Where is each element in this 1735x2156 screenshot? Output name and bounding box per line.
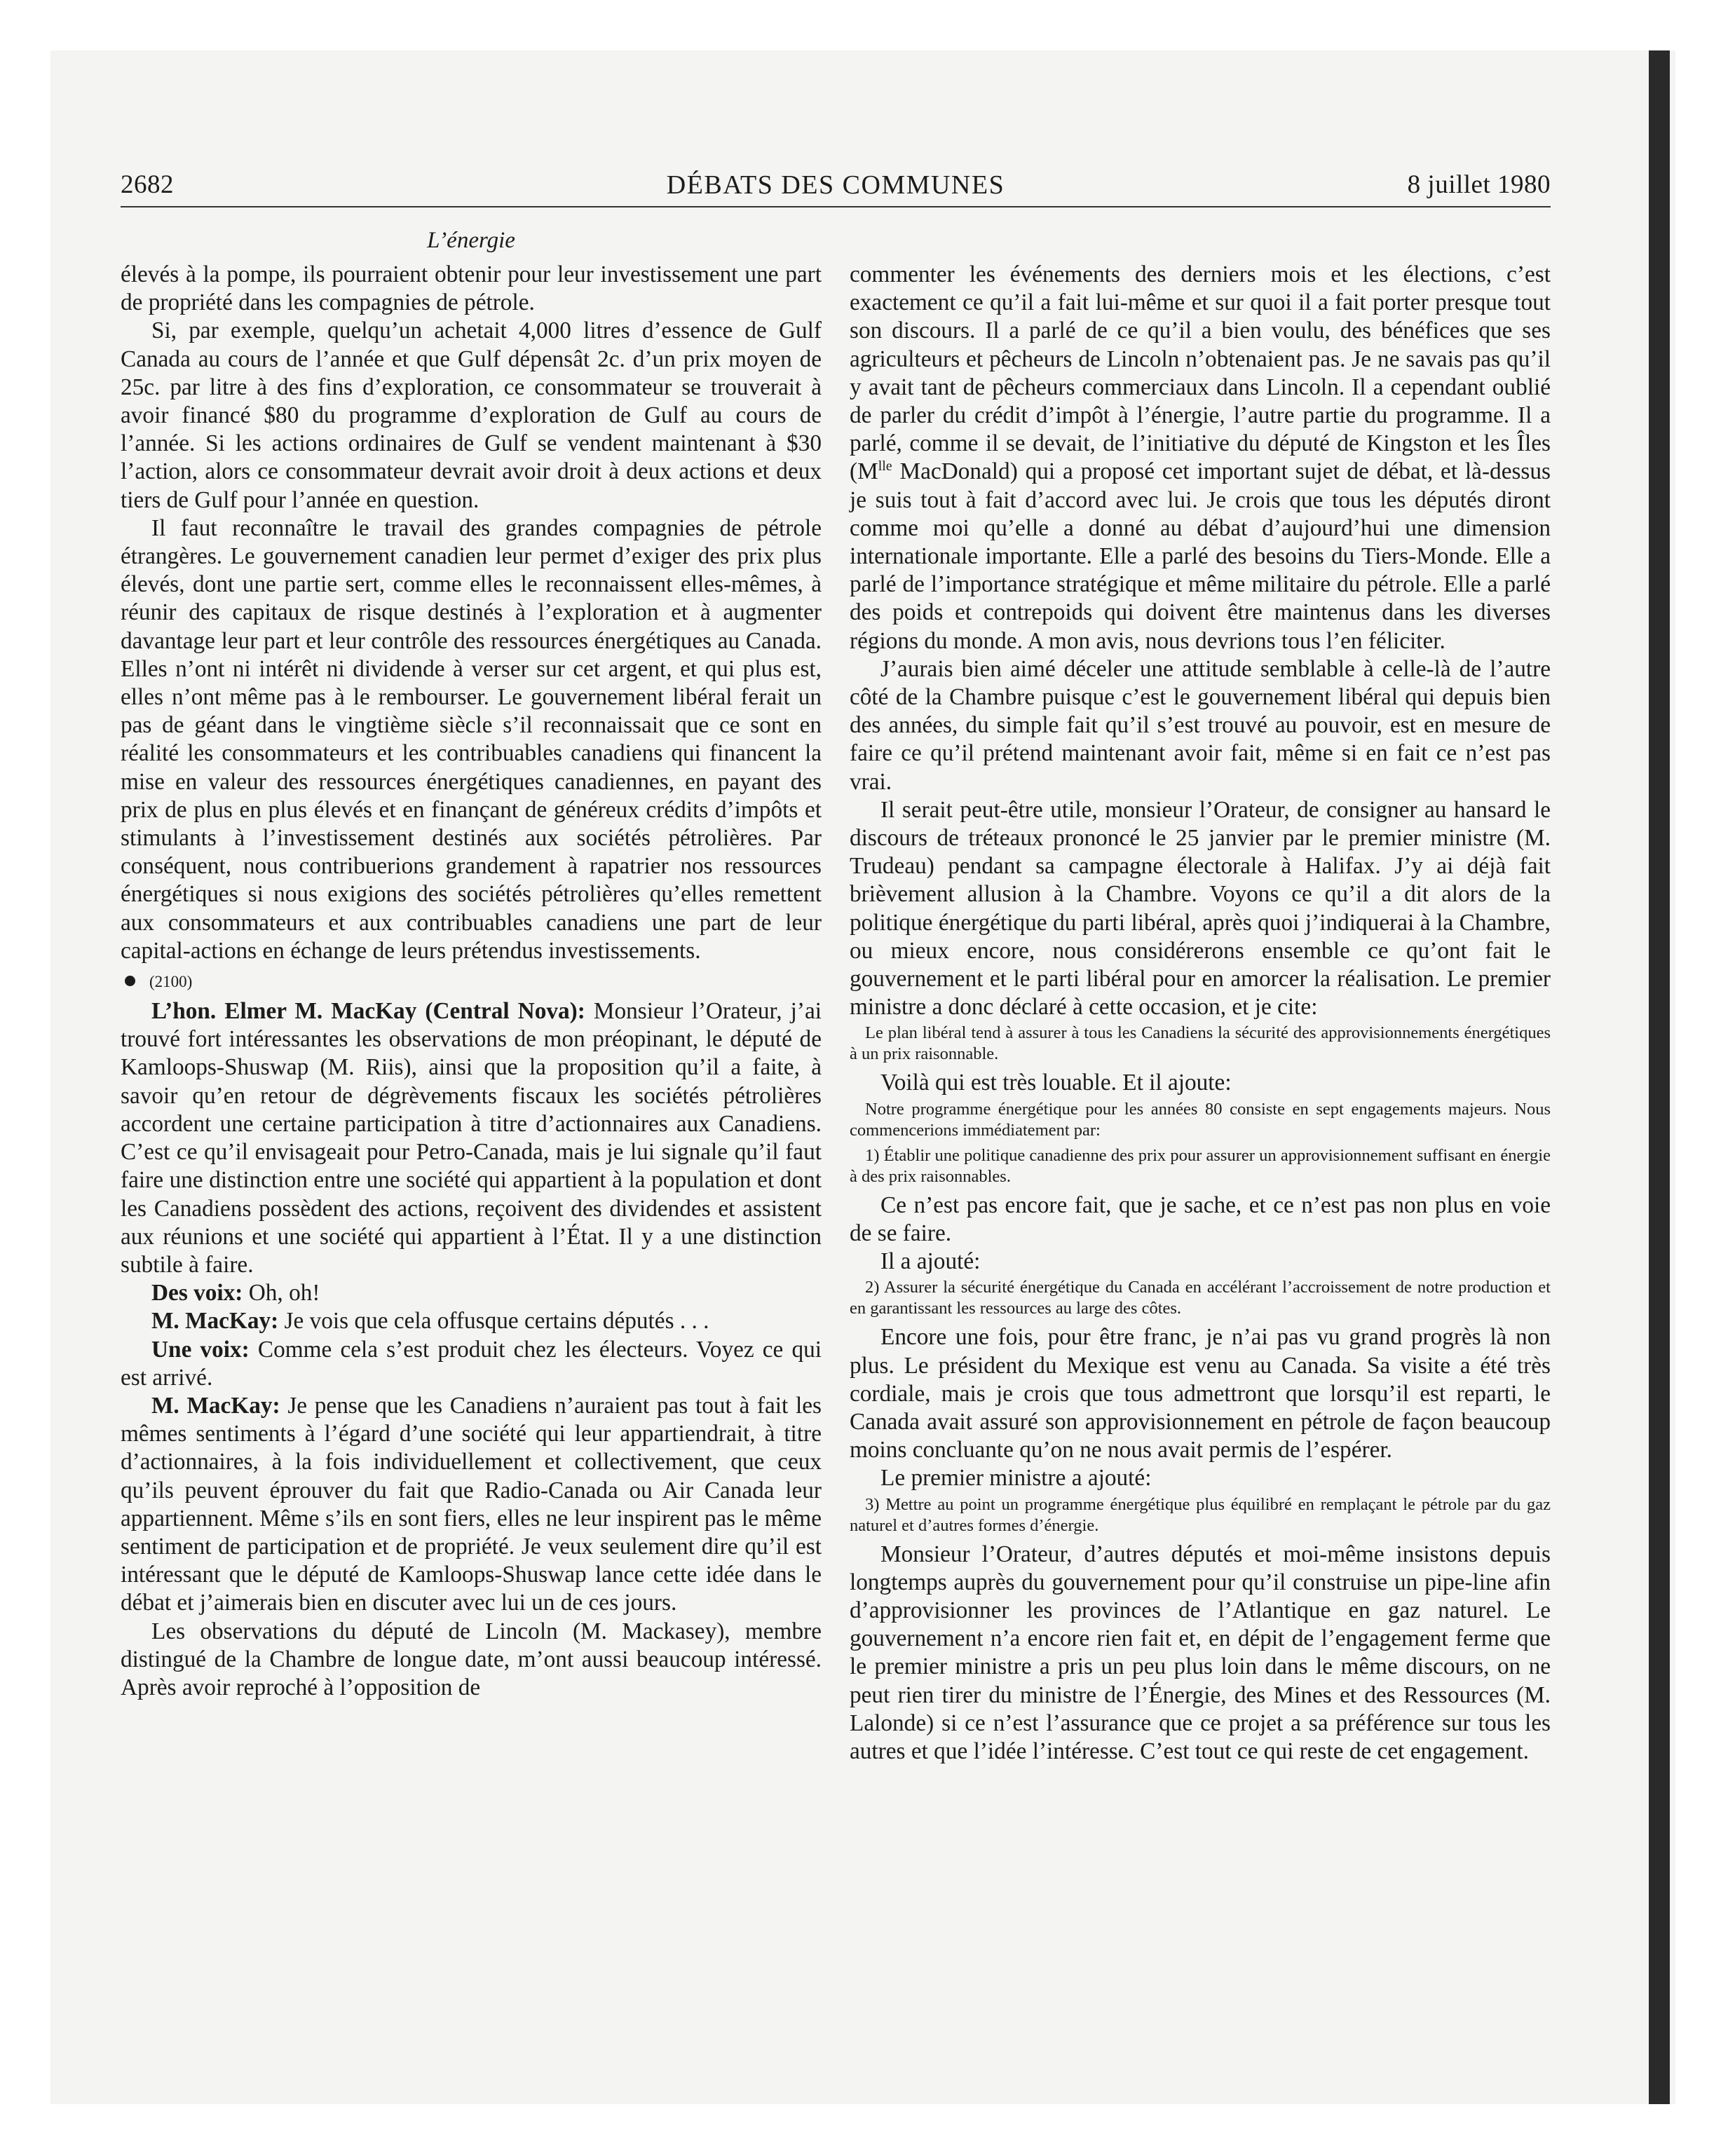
journal-title: DÉBATS DES COMMUNES	[666, 170, 1005, 200]
paragraph-text: MacDonald) qui a proposé cet important sujet de débat, et là-dessus je suis tout à fait d’accord avec lui. Je crois que tous les députés diront comme moi qu’elle a donné au débat d’aujourd’hui une dimension internationale importante. Elle a parlé des besoins du Tiers-Monde. Elle a parlé de l’importance stratégique et même militaire du pétrole. Elle a parlé des poids et contrepoids qui doivent être maintenus dans les diverses régions du monde. A mon avis, nous devrions tous l’en féliciter.	[850, 458, 1551, 654]
page-header	[121, 167, 1551, 203]
paragraph: Il faut reconnaître le travail des grandes compagnies de pétrole étrangères. Le gouvernement canadien leur permet d’exiger des prix plus élevés, dont une partie sert, comme elles le reconnaissent elles-mêmes, à réunir des capitaux de risque destinés à l’exploration et à augmenter davantage leur part et leur contrôle des ressources énergétiques au Canada. Elles n’ont ni intérêt ni dividende à verser sur cet argent, et qui plus est, elles n’ont même pas à le rembourser. Le gouvernement libéral ferait un pas de géant dans le vingtième siècle s’il reconnaissait que ce sont en réalité les consommateurs et les contribuables canadiens qui financent la mise en valeur des ressources énergétiques canadiennes, en payant des prix de plus en plus élevés et en finançant de généreux crédits d’impôts et stimulants à l’investissement destinés aux sociétés pétrolières. Par conséquent, nous contribuerions grandement à rapatrier nos ressources énergétiques si nous exigions des sociétés pétrolières qu’elles remettent aux consommateurs et aux contribuables canadiens une part de leur capital-actions en échange de leurs prétendus investissements.	[121, 514, 822, 964]
paragraph: J’aurais bien aimé déceler une attitude semblable à celle-là de l’autre côté de la Chambre puisque c’est le gouvernement libéral qui depuis bien des années, du simple fait qu’il s’est trouvé au pouvoir, est en mesure de faire ce qu’il prétend maintenant avoir fait, même si en fait ce n’est pas vrai.	[850, 655, 1551, 795]
speaker-name: Une voix:	[151, 1336, 250, 1363]
right-column	[850, 261, 1551, 1766]
paragraph: Monsieur l’Orateur, d’autres députés et moi-même insistons depuis longtemps auprès du gouvernement pour qu’il construise un pipe-line afin d’approvisionner les provinces de l’Atlantique en gaz naturel. Le gouvernement n’a encore rien fait et, en dépit de l’engagement ferme que le premier ministre a pris un peu plus loin dans le même discours, on ne peut rien tirer du ministre de l’Énergie, des Mines et des Ressources (M. Lalonde) si ce n’est l’assurance que ce projet a sa préférence sur tous les autres et que l’idée l’intéresse. C’est tout ce qui reste de cet engagement.	[850, 1541, 1551, 1764]
time-stamp-text: (2100)	[149, 973, 193, 991]
speech	[121, 997, 822, 1279]
bullet-icon	[125, 976, 135, 986]
speaker-name: Des voix:	[151, 1280, 243, 1306]
speaker-name: M. MacKay:	[151, 1392, 280, 1419]
paragraph: élevés à la pompe, ils pourraient obtenir pour leur investissement une part de propriété dans les compagnies de pétrole.	[121, 261, 822, 316]
speech-text: Oh, oh!	[248, 1280, 320, 1306]
speech-text: Je pense que les Canadiens n’auraient pas tout à fait les mêmes sentiments à l’égard d’une société qui leur appartiendrait, à titre d’actionnaires, à la fois individuellement et collectivement, que ceux qu’ils peuvent éprouver du fait que Radio-Canada ou Air Canada leur appartiennent. Même s’ils en sont fiers, elles ne leur inspirent pas le même sentiment de participation et de propriété. Je veux seulement dire qu’il est intéressant que le député de Kamloops-Shuswap lance cette idée dans le débat et j’aimerais bien en discuter avec lui un de ces jours.	[121, 1392, 822, 1616]
quotation: 2) Assurer la sécurité énergétique du Canada en accélérant l’accroissement de notre production et en garantissant les ressources au large des côtes.	[850, 1278, 1551, 1318]
quotation: 1) Établir une politique canadienne des prix pour assurer un approvisionnement suffisant en énergie à des prix raisonnables.	[850, 1145, 1551, 1186]
speech-text: Je vois que cela offusque certains députés . . .	[284, 1308, 709, 1335]
paragraph: Ce n’est pas encore fait, que je sache, et ce n’est pas non plus en voie de se faire.	[850, 1192, 1551, 1246]
quotation: Le plan libéral tend à assurer à tous les Canadiens la sécurité des approvisionnements énergétiques à un prix raisonnable.	[850, 1023, 1551, 1064]
superscript: lle	[878, 458, 892, 475]
quotation: 3) Mettre au point un programme énergétique plus équilibré en remplaçant le pétrole par du gaz naturel et d’autres formes d’énergie.	[850, 1494, 1551, 1535]
time-stamp	[121, 969, 822, 995]
subject-heading: L’énergie	[427, 228, 515, 253]
speaker-name: M. MacKay:	[151, 1308, 279, 1335]
paragraph: Encore une fois, pour être franc, je n’ai pas vu grand progrès là non plus. Le président du Mexique est venu au Canada. Sa visite a été très cordiale, mais je crois que tous admettront que lorsqu’il est reparti, le Canada avait assuré son approvisionnement en pétrole de façon beaucoup moins concluante qu’on ne nous avait permis de l’espérer.	[850, 1324, 1551, 1464]
issue-date: 8 juillet 1980	[1407, 170, 1551, 199]
paragraph: Si, par exemple, quelqu’un achetait 4,000 litres d’essence de Gulf Canada au cours de l’année et que Gulf dépensât 2c. d’un prix moyen de 25c. par litre à des fins d’exploration, ce consommateur se trouverait à avoir financé $80 du programme d’exploration de Gulf au cours de l’année. Si les actions ordinaires de Gulf se vendent maintenant à $30 l’action, alors ce consommateur devrait avoir droit à deux actions et deux tiers de Gulf pour l’année en question.	[121, 318, 822, 513]
scan-edge-bar	[1649, 50, 1670, 2104]
left-column	[121, 261, 822, 1702]
paragraph: Voilà qui est très louable. Et il ajoute:	[880, 1070, 1232, 1096]
header-rule	[121, 206, 1551, 207]
paragraph: Il a ajouté:	[880, 1248, 981, 1275]
speech	[121, 1336, 822, 1392]
speech-text: Comme cela s’est produit chez les électeurs. Voyez ce qui est arrivé.	[121, 1336, 822, 1391]
speech	[121, 1307, 822, 1335]
speaker-name: L’hon. Elmer M. MacKay (Central Nova):	[151, 998, 585, 1025]
paragraph: Il serait peut-être utile, monsieur l’Orateur, de consigner au hansard le discours de tréteaux prononcé le 25 janvier par le premier ministre (M. Trudeau) pendant sa campagne électorale à Halifax. J’y ai déjà fait brièvement allusion à la Chambre. Voyons ce qu’il a dit alors de la politique énergétique du parti libéral, après quoi j’indiquerai à la Chambre, ou mieux encore, nous considérerons ensemble ce qu’ont fait le gouvernement et le parti libéral pour en amorcer la réalisation. Le premier ministre a donc déclaré à cette occasion, et je cite:	[850, 796, 1551, 1021]
paragraph: Les observations du député de Lincoln (M. Mackasey), membre distingué de la Chambre de longue date, m’ont aussi beaucoup intéressé. Après avoir reproché à l’opposition de	[121, 1618, 822, 1700]
quotation: Notre programme énergétique pour les années 80 consiste en sept engagements majeurs. Nous commencerions immédiatement par:	[850, 1099, 1551, 1140]
paragraph	[850, 261, 1551, 655]
paragraph-text: commenter les événements des derniers mois et les élections, c’est exactement ce qu’il a fait lui-même et sur quoi il a fait porter presque tout son discours. Il a parlé de ce qu’il a bien voulu, des bénéfices que ses agriculteurs et pêcheurs de Lincoln n’obtenaient pas. Je ne savais pas qu’il y avait tant de pêcheurs commerciaux dans Lincoln. Il a cependant oublié de parler du crédit d’impôt à l’énergie, l’autre partie du programme. Il a parlé, comme il se devait, de l’initiative du député de Kingston et les Îles (M	[850, 261, 1551, 485]
paragraph: Le premier ministre a ajouté:	[880, 1465, 1152, 1492]
speech-text: Monsieur l’Orateur, j’ai trouvé fort intéressantes les observations de mon préopinant, le député de Kamloops-Shuswap (M. Riis), ainsi que la proposition qu’il a faite, à savoir qu’en retour de dégrèvements fiscaux les sociétés pétrolières accordent une certaine participation à titre d’actionnaires aux Canadiens. C’est ce qu’il envisageait pour Petro-Canada, mais je lui signale qu’il faut faire une distinction entre une société qui appartient à la population et dont les Canadiens possèdent des actions, reçoivent des dividendes et assistent aux réunions et une société qui appartient à l’État. Il y a une distinction subtile à faire.	[121, 998, 822, 1278]
page-number: 2682	[121, 170, 174, 199]
speech	[121, 1392, 822, 1618]
speech	[121, 1279, 822, 1307]
